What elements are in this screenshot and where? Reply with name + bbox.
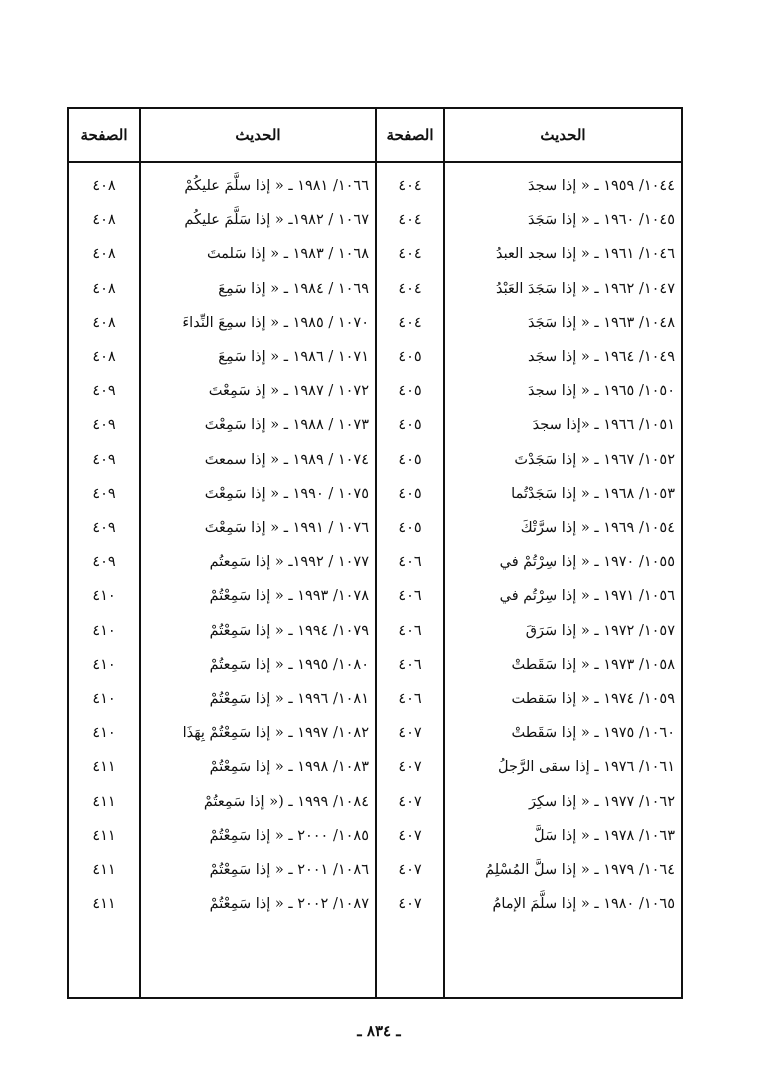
hadith-entry-left: ١٠٨٢/ ١٩٩٧ ـ « إذا سَمِعْتُمْ بِهَذَا bbox=[182, 725, 369, 742]
hadith-entry-left: ١٠٨٣/ ١٩٩٨ ـ « إذا سَمِعْتُمْ bbox=[209, 759, 369, 776]
page-ref-left: ٤٠٩ bbox=[92, 485, 116, 502]
hadith-entry-right: ١٠٥٥/ ١٩٧٠ ـ « إذا سِرْتُمْ في bbox=[499, 554, 675, 571]
table-row bbox=[69, 716, 681, 750]
page-ref-right: ٤٠٤ bbox=[398, 246, 422, 263]
hadith-entry-right: ١٠٦٤/ ١٩٧٩ ـ « إذا سلَّ المُسْلِمُ bbox=[485, 862, 675, 879]
page-ref-left: ٤٠٩ bbox=[92, 520, 116, 537]
hadith-entry-left: ١٠٧٨/ ١٩٩٣ ـ « إذا سَمِعْتُمْ bbox=[209, 588, 369, 605]
page-ref-left: ٤١١ bbox=[92, 896, 116, 913]
table-row bbox=[69, 579, 681, 613]
table-row bbox=[69, 785, 681, 819]
page-ref-left: ٤١١ bbox=[92, 827, 116, 844]
page-ref-left: ٤١١ bbox=[92, 759, 116, 776]
page-ref-left: ٤٠٨ bbox=[92, 246, 116, 263]
page-ref-left: ٤٠٨ bbox=[92, 178, 116, 195]
hadith-entry-right: ١٠٤٩/ ١٩٦٤ ـ « إذا سجَد bbox=[527, 349, 675, 366]
hadith-entry-left: ١٠٧٢ / ١٩٨٧ ـ « إذ سَمِعْتَ bbox=[208, 383, 369, 400]
page-ref-right: ٤٠٧ bbox=[398, 725, 422, 742]
hadith-entry-right: ١٠٥١/ ١٩٦٦ ـ «إذا سجدَ bbox=[532, 417, 675, 434]
table-row bbox=[69, 477, 681, 511]
hadith-entry-right: ١٠٥٧/ ١٩٧٢ ـ « إذا سَرَقَ bbox=[525, 622, 675, 639]
hadith-entry-right: ١٠٥٩/ ١٩٧٤ ـ « إذا سَقطت bbox=[511, 691, 675, 708]
hadith-entry-left: ١٠٧٩/ ١٩٩٤ ـ « إذا سَمِعْتُمْ bbox=[209, 622, 369, 639]
page-ref-left: ٤٠٨ bbox=[92, 349, 116, 366]
table-row bbox=[69, 819, 681, 853]
page-number: ـ ٨٣٤ ـ bbox=[357, 1022, 401, 1040]
table-row bbox=[69, 272, 681, 306]
page-ref-right: ٤٠٧ bbox=[398, 862, 422, 879]
page-ref-right: ٤٠٥ bbox=[398, 383, 422, 400]
page-ref-right: ٤٠٥ bbox=[398, 451, 422, 468]
table-row bbox=[69, 408, 681, 442]
hadith-entry-left: ١٠٦٨ / ١٩٨٣ ـ « إذا سَلمتَ bbox=[206, 246, 369, 263]
page-ref-left: ٤٠٨ bbox=[92, 212, 116, 229]
hadith-entry-right: ١٠٥٢/ ١٩٦٧ ـ « إذا سَجَدْتَ bbox=[514, 451, 675, 468]
hadith-entry-left: ١٠٨٦/ ٢٠٠١ ـ « إذا سَمِعْتُمْ bbox=[209, 862, 369, 879]
page-ref-right: ٤٠٧ bbox=[398, 759, 422, 776]
header-hadith-left: الحديث bbox=[235, 126, 281, 144]
page-ref-right: ٤٠٧ bbox=[398, 827, 422, 844]
hadith-index-table bbox=[67, 107, 683, 999]
table-row bbox=[69, 614, 681, 648]
page-ref-right: ٤٠٦ bbox=[398, 554, 422, 571]
hadith-entry-right: ١٠٥٨/ ١٩٧٣ ـ « إذا سَقَطتْ bbox=[511, 656, 675, 673]
page-ref-right: ٤٠٧ bbox=[398, 896, 422, 913]
hadith-entry-right: ١٠٤٤/ ١٩٥٩ ـ « إذا سجدَ bbox=[527, 178, 675, 195]
page-ref-left: ٤١٠ bbox=[92, 725, 116, 742]
hadith-entry-left: ١٠٦٧ / ١٩٨٢ـ « إذا سَلَّمَ عليكُم bbox=[184, 212, 369, 229]
page-ref-left: ٤١٠ bbox=[92, 588, 116, 605]
header-page-left: الصفحة bbox=[80, 126, 128, 144]
page-ref-left: ٤٠٨ bbox=[92, 280, 116, 297]
table-row bbox=[69, 648, 681, 682]
hadith-entry-right: ١٠٦٥/ ١٩٨٠ ـ « إذا سلَّمَ الإمامُ bbox=[492, 896, 675, 913]
page-ref-right: ٤٠٧ bbox=[398, 793, 422, 810]
hadith-entry-right: ١٠٥٣/ ١٩٦٨ ـ « إذا سَجَدْتُما bbox=[511, 485, 675, 502]
hadith-entry-right: ١٠٥٦/ ١٩٧١ ـ « إذا سِرْتُم في bbox=[499, 588, 675, 605]
page-ref-right: ٤٠٤ bbox=[398, 314, 422, 331]
page-ref-right: ٤٠٥ bbox=[398, 520, 422, 537]
hadith-entry-right: ١٠٦١/ ١٩٧٦ ـ إذا سقى الرَّجلُ bbox=[498, 759, 675, 776]
hadith-entry-left: ١٠٧٥ / ١٩٩٠ ـ « إذا سَمِعْتَ bbox=[204, 485, 369, 502]
hadith-entry-left: ١٠٧٤ / ١٩٨٩ ـ « إذا سمعتَ bbox=[204, 451, 369, 468]
page-ref-left: ٤١٠ bbox=[92, 656, 116, 673]
table-row bbox=[69, 443, 681, 477]
header-page-right: الصفحة bbox=[386, 126, 434, 144]
page-ref-right: ٤٠٤ bbox=[398, 178, 422, 195]
hadith-entry-left: ١٠٨٧/ ٢٠٠٢ ـ « إذا سَمِعْتُمْ bbox=[209, 896, 369, 913]
table-row bbox=[69, 853, 681, 887]
page-ref-right: ٤٠٤ bbox=[398, 212, 422, 229]
table-row bbox=[69, 750, 681, 784]
hadith-entry-right: ١٠٤٨/ ١٩٦٣ ـ « إذا سَجَدَ bbox=[527, 314, 675, 331]
page-ref-right: ٤٠٦ bbox=[398, 588, 422, 605]
hadith-entry-right: ١٠٥٠/ ١٩٦٥ ـ « إذا سجدَ bbox=[527, 383, 675, 400]
hadith-entry-left: ١٠٨٤/ ١٩٩٩ ـ (« إذا سَمِعتُمْ bbox=[203, 793, 369, 810]
page-ref-left: ٤٠٩ bbox=[92, 451, 116, 468]
page-ref-right: ٤٠٤ bbox=[398, 280, 422, 297]
table-row bbox=[69, 511, 681, 545]
hadith-entry-left: ١٠٨٠/ ١٩٩٥ ـ « إذا سَمِعتُمْ bbox=[209, 656, 369, 673]
hadith-entry-left: ١٠٨١/ ١٩٩٦ ـ « إذا سَمِعْتُمْ bbox=[209, 691, 369, 708]
page-ref-left: ٤١١ bbox=[92, 862, 116, 879]
page-ref-right: ٤٠٦ bbox=[398, 656, 422, 673]
hadith-entry-right: ١٠٤٧/ ١٩٦٢ ـ « إذا سَجَدَ العَبْدُ bbox=[495, 280, 675, 297]
hadith-entry-right: ١٠٦٣/ ١٩٧٨ ـ « إذا سَلَّ bbox=[533, 827, 675, 844]
hadith-entry-left: ١٠٦٦/ ١٩٨١ ـ « إذا سلَّمَ عليكُمْ bbox=[184, 178, 369, 195]
table-row bbox=[69, 237, 681, 271]
table-body bbox=[69, 163, 681, 997]
table-row bbox=[69, 169, 681, 203]
page-ref-right: ٤٠٥ bbox=[398, 417, 422, 434]
page-ref-right: ٤٠٥ bbox=[398, 349, 422, 366]
page-ref-left: ٤٠٩ bbox=[92, 554, 116, 571]
hadith-entry-left: ١٠٧٧ / ١٩٩٢ـ « إذا سَمِعتُم bbox=[209, 554, 369, 571]
table-row bbox=[69, 374, 681, 408]
page-ref-left: ٤٠٨ bbox=[92, 314, 116, 331]
hadith-entry-right: ١٠٦٠/ ١٩٧٥ ـ « إذا سَقَطتْ bbox=[511, 725, 675, 742]
page-ref-right: ٤٠٦ bbox=[398, 691, 422, 708]
table-row bbox=[69, 306, 681, 340]
page-ref-left: ٤١٠ bbox=[92, 622, 116, 639]
hadith-entry-left: ١٠٦٩ / ١٩٨٤ ـ « إذا سَمِعَ bbox=[218, 280, 369, 297]
page-ref-left: ٤٠٩ bbox=[92, 417, 116, 434]
hadith-entry-left: ١٠٨٥/ ٢٠٠٠ ـ « إذا سَمِعْتُمْ bbox=[209, 827, 369, 844]
table-row bbox=[69, 887, 681, 921]
page-ref-right: ٤٠٦ bbox=[398, 622, 422, 639]
hadith-entry-left: ١٠٧٠ / ١٩٨٥ ـ « إذا سمِعَ النِّداءَ bbox=[182, 314, 369, 331]
table-row bbox=[69, 682, 681, 716]
hadith-entry-right: ١٠٤٥/ ١٩٦٠ ـ « إذا سَجَدَ bbox=[527, 212, 675, 229]
page-ref-left: ٤١٠ bbox=[92, 691, 116, 708]
hadith-entry-left: ١٠٧٦ / ١٩٩١ ـ « إذا سَمِعْتَ bbox=[204, 520, 369, 537]
page-ref-right: ٤٠٥ bbox=[398, 485, 422, 502]
hadith-entry-left: ١٠٧١ / ١٩٨٦ ـ « إذا سَمِعَ bbox=[218, 349, 369, 366]
page-ref-left: ٤٠٩ bbox=[92, 383, 116, 400]
hadith-entry-right: ١٠٦٢/ ١٩٧٧ ـ « إذا سكِرَ bbox=[528, 793, 675, 810]
hadith-entry-left: ١٠٧٣ / ١٩٨٨ ـ « إذا سَمِعْتَ bbox=[204, 417, 369, 434]
page-ref-left: ٤١١ bbox=[92, 793, 116, 810]
table-row bbox=[69, 545, 681, 579]
header-hadith-right: الحديث bbox=[540, 126, 586, 144]
table-row bbox=[69, 203, 681, 237]
hadith-entry-right: ١٠٤٦/ ١٩٦١ ـ « إذا سجد العبدُ bbox=[495, 246, 675, 263]
hadith-entry-right: ١٠٥٤/ ١٩٦٩ ـ « إذا سرَّتْكَ bbox=[520, 520, 675, 537]
table-row bbox=[69, 340, 681, 374]
